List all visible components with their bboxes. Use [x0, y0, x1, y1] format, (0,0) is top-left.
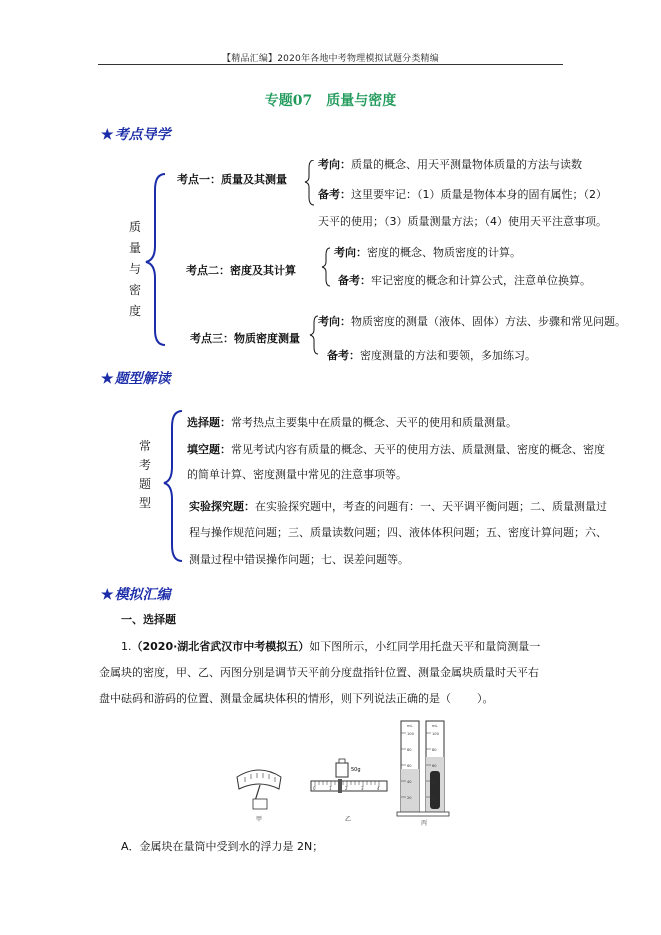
brace-path [164, 411, 182, 561]
page-title: 专题07 质量与密度 [264, 93, 397, 109]
point-1-beikao-line2: 天平的使用；（3）质量测量方法；（4）使用天平注意事项。 [318, 215, 607, 228]
root-char: 量 [128, 241, 141, 255]
point-label-text: 考点三：物质密度测量 [190, 332, 300, 345]
small-brace-2 [322, 248, 330, 286]
figure-jia-dial [237, 770, 281, 809]
kaoxiang-text: 物质密度的测量（液体、固体）方法、步骤和常见问题。 [351, 315, 626, 328]
cylinder-unit-label: mL [432, 724, 438, 728]
cylinder-tick-label: 40 [432, 780, 437, 784]
figure-yi-rider [311, 759, 387, 793]
point-label-text: 考点二：密度及其计算 [186, 264, 296, 277]
ruler-tick-label: 2 [345, 786, 348, 791]
kaoxiang-text: 质量的概念、用天平测量物体质量的方法与读数 [351, 158, 582, 171]
small-brace-1 [305, 160, 314, 205]
tixing-item-shiyan [189, 498, 607, 514]
header-divider [98, 64, 563, 65]
weight-label: 50g [351, 767, 361, 773]
subheading-choice: 一、选择题 [121, 613, 176, 626]
section-heading-text: 考点导学 [114, 127, 171, 143]
metal-block [430, 771, 440, 809]
kaodian-root-label [127, 217, 143, 322]
star-icon: ★ [101, 127, 114, 143]
cylinder-tick-label: 60 [432, 764, 437, 768]
point-3-label [190, 330, 300, 346]
question-text: 如下图所示，小红同学用托盘天平和量筒测量一 [309, 640, 541, 653]
item-tag: 填空题： [187, 443, 231, 456]
point-1-beikao [318, 186, 607, 202]
beikao-tag: 备考： [338, 274, 371, 287]
question-1-line3 [99, 690, 494, 706]
beikao-text: 牢记密度的概念和计算公式，注意单位换算。 [371, 274, 591, 287]
point-3-beikao [327, 347, 536, 363]
tixing-item-shiyan-line3: 测量过程中错误操作问题；七、误差问题等。 [189, 553, 409, 566]
question-figure [225, 715, 465, 827]
cylinder-tick-label: 20 [432, 796, 437, 800]
beikao-tag: 备考： [327, 349, 360, 362]
item-line: 常考热点主要集中在质量的概念、天平的使用和质量测量。 [231, 416, 517, 429]
kaoxiang-tag: 考向： [318, 315, 351, 328]
root-char: 考 [138, 458, 151, 472]
ruler-tick-label: 1 [329, 786, 332, 791]
ruler-tick-label: 4 [377, 786, 380, 791]
point-1-label [177, 171, 287, 187]
section-heading-text: 模拟汇编 [114, 587, 171, 603]
cylinder-tick-label: 100 [407, 732, 414, 736]
question-number: 1. [121, 640, 132, 653]
tixing-item-tiankong-line2: 的简单计算、密度测量中常见的注意事项等。 [187, 468, 407, 481]
big-brace [146, 174, 165, 345]
question-1-line2: 金属块的密度，甲、乙、丙图分别是调节天平前分度盘指针位置、测量金属块质量时天平右 [99, 666, 539, 679]
rider-marker [338, 779, 342, 793]
item-line: 常见考试内容有质量的概念、天平的使用方法、质量测量、密度的概念、密度 [231, 443, 605, 456]
ruler-tick-label: 3 [361, 786, 364, 791]
tixing-root-label [137, 437, 153, 513]
cylinder-unit-label: mL [407, 724, 413, 728]
kaoxiang-tag: 考向： [318, 158, 351, 171]
point-1-kaoxiang [318, 156, 582, 172]
figure-caption-bing: 丙 [421, 820, 428, 827]
small-brace-3 [310, 316, 318, 354]
figure-caption-yi: 乙 [345, 816, 352, 823]
beikao-text: 这里要牢记：（1）质量是物体本身的固有属性；（2） [351, 188, 607, 201]
point-2-kaoxiang [334, 244, 521, 260]
cylinder-tick-label: 80 [432, 748, 437, 752]
section-heading-kaodian [101, 124, 171, 144]
dial-pointer [255, 785, 260, 801]
weight-icon [336, 763, 348, 777]
section-heading-text: 题型解读 [114, 371, 171, 387]
tixing-brace [160, 405, 190, 575]
root-char: 型 [138, 496, 151, 510]
section-heading-tixing [101, 368, 171, 388]
figure-caption-jia: 甲 [256, 816, 263, 823]
cylinder-tick-label: 40 [407, 780, 412, 784]
cylinder-tick-label: 60 [407, 764, 412, 768]
cylinder-tick-label: 80 [407, 748, 412, 752]
figure-bing-cylinders [397, 721, 449, 816]
option-a: A．金属块在量筒中受到水的浮力是 2N； [121, 840, 324, 853]
beikao-tag: 备考： [318, 188, 351, 201]
point-3-kaoxiang [318, 313, 626, 329]
root-char: 质 [128, 220, 141, 234]
tixing-item-xuanze [187, 414, 517, 430]
root-char: 与 [128, 262, 141, 276]
root-char: 密 [128, 283, 141, 297]
root-char: 题 [138, 477, 151, 491]
kaoxiang-tag: 考向： [334, 246, 367, 259]
root-char: 度 [128, 304, 141, 318]
item-tag: 选择题： [187, 416, 231, 429]
question-source: （2020·湖北省武汉市中考模拟五） [131, 640, 310, 653]
tixing-item-tiankong [187, 441, 605, 457]
beikao-text: 密度测量的方法和要领，多加练习。 [360, 349, 536, 362]
kaoxiang-text: 密度的概念、物质密度的计算。 [367, 246, 521, 259]
section-heading-moni [101, 584, 171, 604]
cylinder-tick-label: 100 [432, 732, 439, 736]
point-2-label [186, 262, 296, 278]
star-icon: ★ [101, 371, 114, 387]
item-tag: 实验探究题： [189, 500, 255, 513]
question-text: ）。 [477, 692, 494, 705]
point-2-beikao [338, 272, 591, 288]
point-label-text: 考点一：质量及其测量 [177, 173, 287, 186]
tixing-item-shiyan-line2: 程与操作规范问题；三、质量读数问题；四、液体体积问题；五、密度计算问题；六、 [189, 526, 607, 539]
cylinder-tick-label: 20 [407, 796, 412, 800]
root-char: 常 [138, 439, 151, 453]
star-icon: ★ [101, 587, 114, 603]
page-header: 【精品汇编】2020年各地中考物理模拟试题分类精编 [222, 54, 439, 64]
item-line: 在实验探究题中，考查的问题有：一、天平调平衡问题；二、质量测量过 [255, 500, 607, 513]
ruler-bar [311, 781, 387, 791]
ruler-tick-label: 0 [313, 786, 316, 791]
question-text: 盘中砝码和游码的位置、测量金属块体积的情形，则下列说法正确的是（ [99, 692, 451, 705]
question-1-line1 [121, 638, 540, 654]
